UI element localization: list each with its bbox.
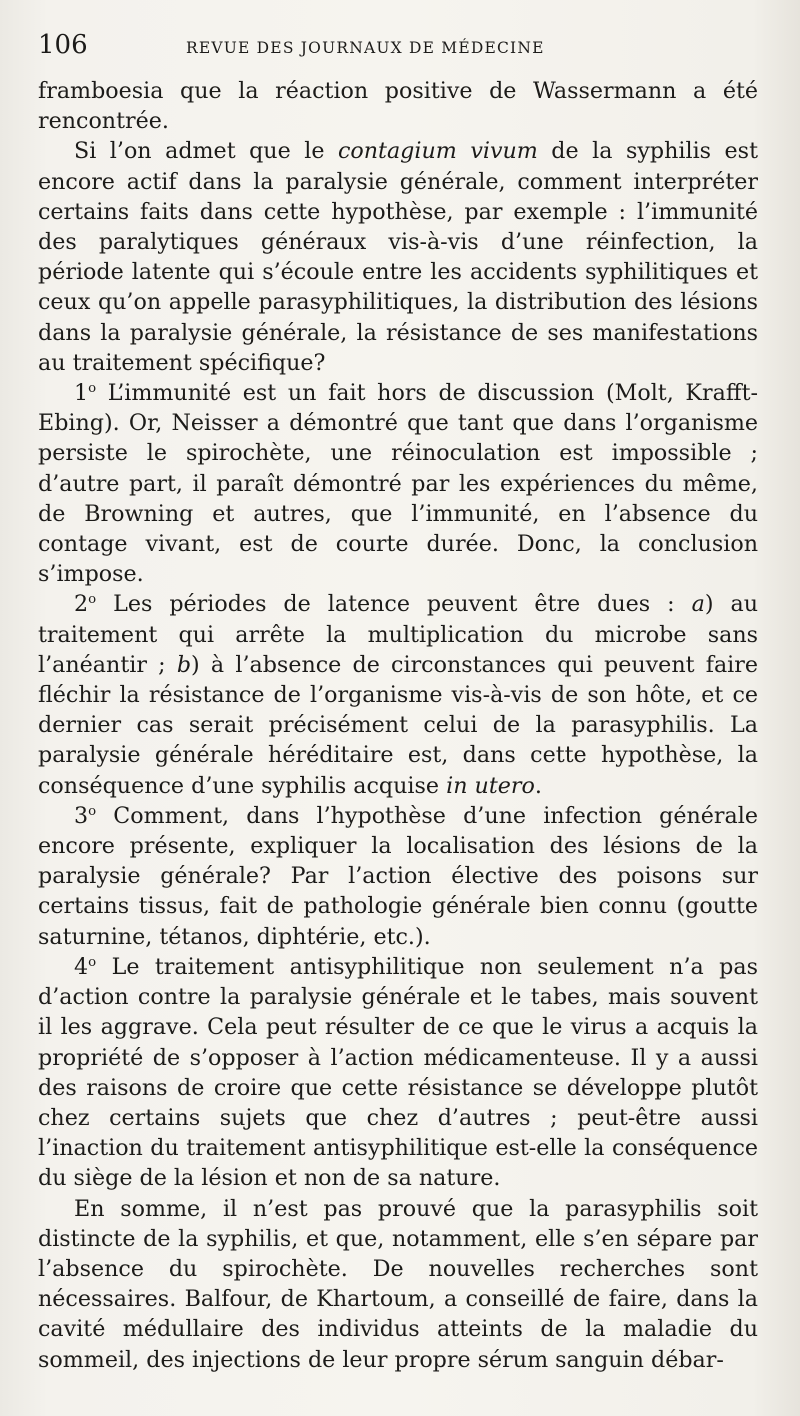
paragraph-conclusion bbox=[38, 1194, 758, 1375]
enumeration-mark-a: a bbox=[691, 591, 705, 618]
point-number: 4 bbox=[74, 953, 89, 980]
ordinal-mark: o bbox=[88, 954, 97, 970]
paragraph-text-c: ) à l’absence de circonstances qui peuvent faire fléchir la résistance de l’organisme vis-à-vis de son hôte, et ce dernier cas serait précisément celui de la parasyphilis. La paralysie générale héréditaire est, dans cette hypothèse, la conséquence d’une syphilis acquise bbox=[38, 651, 759, 799]
paragraph-point-4 bbox=[38, 952, 758, 1194]
page-header bbox=[38, 30, 758, 76]
italic-term: contagium vivum bbox=[337, 138, 538, 165]
paragraph-point-1 bbox=[38, 378, 758, 589]
paragraph-text: En somme, il n’est pas prouvé que la parasyphilis soit distincte de la syphilis, et que, notamment, elle s’en sépare par l’absence du spirochète. De nouvelles recherches sont nécessaires. Balfour, de Khartoum, a conseillé de faire, dans la cavité médullaire des individus atteints de la maladie du sommeil, des injections de leur propre sérum sanguin débar- bbox=[38, 1195, 758, 1373]
paragraph-question bbox=[38, 136, 758, 378]
paragraph-text: Comment, dans l’hypothèse d’une infection générale encore présente, expliquer la localisation des lésions de la paralysie générale? Par l’action élective des poisons sur certains tissus, fait de pathologie générale bien connu (goutte saturnine, tétanos, diphtérie, etc.). bbox=[38, 802, 758, 950]
ordinal-mark: o bbox=[88, 803, 97, 819]
ordinal-mark: o bbox=[88, 381, 97, 397]
paragraph-continuation bbox=[38, 76, 758, 136]
paragraph-point-3 bbox=[38, 801, 758, 952]
point-number: 1 bbox=[74, 380, 89, 407]
paragraph-point-2 bbox=[38, 589, 758, 800]
italic-term: in utero bbox=[446, 772, 535, 799]
paragraph-text-end: de la syphilis est encore actif dans la paralysie générale, comment interpréter certains faits dans cette hypothèse, par exemple : l’immunité des paralytiques généraux vis-à-vis d’une réinfection, la période latente qui s’écoule entre les accidents syphilitiques et ceux qu’on appelle parasyphilitiques, la distribution des lésions dans la paralysie générale, la résistance de ses manifestations au traitement spécifique? bbox=[38, 138, 758, 376]
page-number: 106 bbox=[38, 30, 88, 60]
paragraph-text-start: Si l’on admet que le bbox=[74, 138, 338, 165]
point-number: 3 bbox=[74, 802, 89, 829]
ordinal-mark: o bbox=[88, 592, 97, 608]
paragraph-text-b: ) au traitement qui arrête la multiplication du microbe sans l’anéantir ; bbox=[38, 591, 758, 678]
paragraph-text: framboesia que la réaction positive de Wassermann a été rencontrée. bbox=[38, 78, 758, 135]
paragraph-text: L’immunité est un fait hors de discussion (Molt, Krafft-Ebing). Or, Neisser a démontré que tant que dans l’organisme persiste le spirochète, une réinoculation est impossible ; d’autre part, il paraît démontré par les expériences du même, de Browning et autres, que l’immunité, en l’absence du contage vivant, est de courte durée. Donc, la conclusion s’impose. bbox=[38, 380, 758, 588]
point-number: 2 bbox=[74, 591, 89, 618]
paragraph-end-punct: . bbox=[534, 772, 542, 799]
article-body bbox=[38, 76, 758, 1375]
running-title: REVUE DES JOURNAUX DE MÉDECINE bbox=[186, 39, 545, 57]
paragraph-text-a: Les périodes de latence peuvent être dues : bbox=[96, 591, 692, 618]
paragraph-text: Le traitement antisyphilitique non seulement n’a pas d’action contre la paralysie générale et le tabes, mais souvent il les aggrave. Cela peut résulter de ce que le virus a acquis la propriété de s’opposer à l’action médicamenteuse. Il y a aussi des raisons de croire que cette résistance se développe plutôt chez certains sujets que chez d’autres ; peut-être aussi l’inaction du traitement antisyphilitique est-elle la conséquence du siège de la lésion et non de sa nature. bbox=[38, 953, 758, 1192]
enumeration-mark-b: b bbox=[176, 651, 192, 678]
